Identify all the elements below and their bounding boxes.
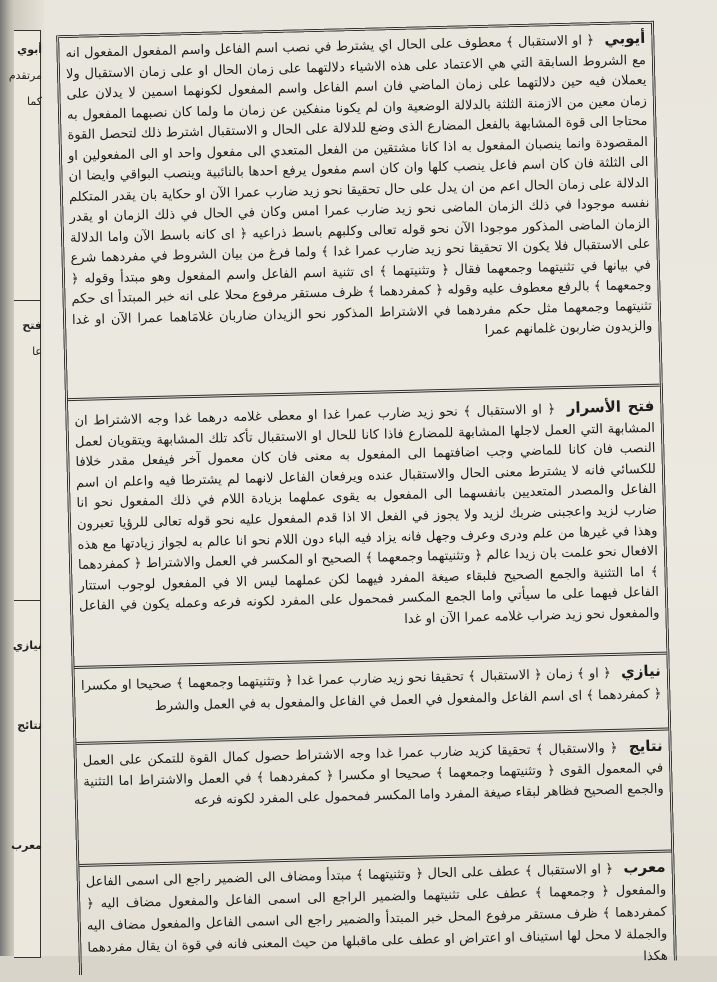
section-heading: نتايج [628,736,663,756]
facing-page-label: مرتقدم [8,69,42,82]
section-body: ﴿ او ﴾ زمان ﴿ الاستقبال ﴾ تحقيقا نحو زيد ضارب عمرا غدا ﴿ وتثنيتهما وجمعهما ﴾ صحيحا او مكسرا ﴿ كمفردهما ﴾ اى اسم الفاعل والمفعول في العمل في الفاعل والمفعول به في العمل والشرط [80,665,662,715]
commentary-section-nataij [83,736,666,860]
facing-page-label: نيازي [12,639,42,652]
commentary-frame [56,21,677,975]
section-heading: أيوبي [604,28,646,48]
facing-page-label: كما [27,95,42,108]
facing-page-label: فتح [22,319,42,332]
facing-page-box [14,600,41,958]
facing-page-margin [8,0,44,956]
section-body: ﴿ والاستقبال ﴾ تحقيقا كزيد ضارب عمرا غدا وجه الاشتراط حصول كمال القوة للتمكن على العمل في المعمول القوى ﴿ وتثنيتهما وجمعهما ﴾ صحيحا او مكسرا ﴿ كمفردهما ﴾ في العمل والاشتراط اما التثنية والجمع الصحيح فظاهر لبقاء صيغة المفرد واما المكسر فمحمول على المفرد لكونه فرعه [82,740,664,809]
section-body: ﴿ او الاستقبال ﴾ نحو زيد ضارب عمرا غدا او معطى غلامه درهما غدا وجه الاشتراط ان المشابهة التي العمل لاجلها المشابهة للمضارع فاذا كانا للحال او الاستقبال تأكد تلك المشابهة ويتقويان لعمل النصب فان كانا للماضي وجب اضافتهما الى المفعول به معنى فان كان معمول آخر فيفعل مقدر خلافا للكسائي فانه لا يشترط معنى الحال والاستقبال عنده ويرفعان الفاعل لانهما لم يشترطا فيه واعلم ان اسم الفاعل والمصدر المتعديين بانفسهما الى المفعول به يقوى عملهما بزيادة اللام في ذلك المفعول نحو انا ضارب لزيد واعجبنى ضربك لزيد ولا يجوز في الفعل الا اذا قدم المفعول عليه نحو قوله تعالى للرؤيا تعبرون وهذا في غيرها من علم ودرى وعرف وجهل فانه يزاد فيه الباء دون اللام نحو انا عالم به لجواز زيادتها مع هذه الافعال نحو علمت بان زيدا عالم ﴿ وتثنيتهما وجمعهما ﴾ الصحيح او المكسر في العمل والاشتراط ﴿ كمفردهما ﴾ اما التثنية والجمع الصحيح فلبقاء صيغة المفرد فيهما لكن عملهما ليس الا في المفعول لوجوب استتار الفاعل فيهما على ما سيأتي واما الجمع المكسر فمحمول على المفرد لكونه فرعه وعمله يكون في الفاعل والمفعول نحو زيد ضراب غلامه عمرا الآن او غدا [74,402,660,627]
section-body: ﴿ او الاستقبال ﴾ معطوف على الحال اي يشترط في نصب اسم الفاعل واسم المفعول المفعول انه مع الشروط السابقة التي هي الاعتماد على هذه الاشياء دلالتهما على زمان الحال او على زمان الاستقبال ولا يعملان فيه حين دلالتهما على زمان الماضي فان اسم الفاعل واسم المفعول لكونهما اسمين لا يدلان على زمان معين من الازمنة الثلثة بالدلالة الوضعية وان لم يكونا منفكين عن زمان ما ولما كان نصبهما المفعول به محتاجا الى قوة المشابهة بالفعل المضارع الذى وضع للدلالة على الحال و الاستقبال اشترط ذلك لتحصل القوة المقصودة وانما ينصبان المفعول به اذا كانا مشتقين من الفعل المتعدي الى مفعول واحد او الى المفعولين او الى الثلثة فان كان اسم فاعل ينصب كلها وان كان اسم مفعول يرفع احدها بالنائبية وينصب البواقي وايضا ان الدلالة على زمان الحال اعم من ان يدل على حال تحقيقا نحو زيد ضارب عمرا الآن او حكاية بان يقدر المتكلم نفسه موجودا في ذلك الزمان الماضى نحو زيد ضارب عمرا امس وكان في الحال في ذلك الزمان او يقدر الزمان الماضى المذكور موجودا الآن نحو قوله تعالى وكلبهم باسط ذراعيه ﴿ اى كانه باسط الآن واما الدلالة على الاستقبال فلا يكون الا تحقيقا نحو زيد ضارب عمرا غدا ﴾ ولما فرغ من بيان الشروط في مفردهما شرع في بيانها في تثنيتهما وجمعهما فقال ﴿ وتثنيتهما ﴾ اى تثنية اسم الفاعل واسم المفعول وهو مبتدأ وقوله ﴿ وجمعهما ﴾ بالرفع معطوف عليه وقوله ﴿ كمفردهما ﴾ ظرف مستقر مرفوع محلا على انه خبر المبتدأ اى حكم تثنيتهما وجمعهما مثل حكم مفردهما في الاشتراط المذكور نحو الزيدان ضاربان غلامَاهما عمرا الآن او غدا والزيدون ضاربون غلمانهم عمرا [65,33,653,338]
commentary-section-ayyubi [65,28,653,390]
section-heading: معرب [623,857,666,877]
facing-page-label: معرب [11,839,42,852]
section-heading: نيازي [620,661,662,681]
book-spine-shadow [0,0,14,956]
commentary-section-niyazi [81,660,662,738]
section-heading: فتح الأسرار [566,396,655,417]
commentary-section-fath-al-asrar [74,396,660,658]
facing-page-label: أبوي [17,43,42,56]
facing-page-label: عا [32,345,42,358]
facing-page-label: تتائج [17,719,42,732]
commentary-section-murib [85,856,667,974]
section-body: ﴿ او الاستقبال ﴾ عطف على الحال ﴿ وتثنيتهما ﴾ مبتدأ ومضاف الى الضمير راجع الى اسمى الفاعل والمفعول ﴿ وجمعهما ﴾ عطف على تثنيتهما والضمير الراجع الى اسمى الفاعل والمفعول مضاف اليه ﴿ كمفردهما ﴾ ظرف مستقر مرفوع المحل خبر المبتدأ والضمير راجع الى اسمى الفاعل والمفعول مضاف اليه والجملة لا محل لها استيناف او اعتراض او عطف على ماقبلها من حيث المعنى فانه في قوة ان يقال مفردهما هكذا [85,861,668,965]
